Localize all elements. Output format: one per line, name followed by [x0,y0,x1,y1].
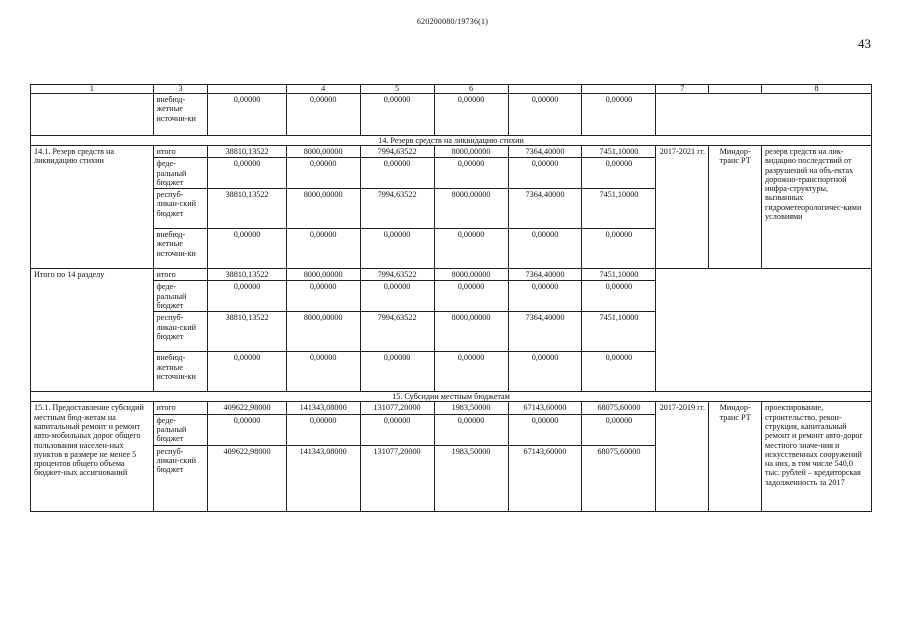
program-table [30,84,872,512]
value-cell: 0,00000 [508,414,582,445]
value-cell: 8000,00000 [286,146,360,158]
value-cell: 0,00000 [286,352,360,392]
value-cell: 67143,60000 [508,445,582,511]
value-cell: 38810,13522 [208,312,286,352]
value-cell: 0,00000 [286,94,360,136]
value-cell: 8000,00000 [434,312,508,352]
header-cell: 7 [656,85,709,94]
section-title: 14. Резерв средств на ликвидацию стихии [31,136,872,146]
value-cell: 0,00000 [582,352,656,392]
purpose-cell: резерв средств на лик-видацию последствий от разрушений на объ-ектах дорожно-транспортной инфра-структуры, вызванных гидрометеорологичес-кими условиями [762,146,872,269]
value-cell: 0,00000 [582,158,656,189]
value-cell: 0,00000 [360,229,434,269]
item-name: 14.1. Резерв средств на ликвидацию стихии [31,146,154,269]
section-header-row [31,136,872,146]
value-cell: 409622,98000 [208,402,286,414]
value-cell: 7994,63522 [360,146,434,158]
value-cell: 8000,00000 [286,312,360,352]
executor-cell: Миндор-транс РТ [709,402,762,511]
value-cell: 7364,40000 [508,146,582,158]
source-cell: феде-ральный бюджет [153,414,208,445]
header-cell [709,85,762,94]
value-cell: 0,00000 [508,281,582,312]
source-cell: респуб-ликан-ский бюджет [153,312,208,352]
value-cell: 0,00000 [360,158,434,189]
value-cell: 0,00000 [208,229,286,269]
table-row [31,402,872,414]
value-cell: 38810,13522 [208,146,286,158]
table-row [31,269,872,281]
value-cell: 0,00000 [434,158,508,189]
table-row [31,94,872,136]
value-cell: 7451,10000 [582,312,656,352]
value-cell: 0,00000 [360,281,434,312]
executor-cell: Миндор-транс РТ [709,146,762,269]
source-cell: внебюд-жетные источни-ки [153,229,208,269]
value-cell: 7451,10000 [582,189,656,229]
item-name: 15.1. Предоставление субсидий местным бюд-жетам на капитальный ремонт и ремонт авто-мобильных дорог общего пользования населен-ных пунктов в размере не менее 5 процентов общего объема бюджет-ных ассигнований [31,402,154,511]
value-cell: 68075,60000 [582,445,656,511]
source-cell: итого [153,146,208,158]
value-cell: 7451,10000 [582,146,656,158]
section-title: 15. Субсидии местным бюджетам [31,392,872,402]
header-cell: 6 [434,85,508,94]
value-cell: 131077,20000 [360,402,434,414]
table-row [31,146,872,158]
value-cell: 0,00000 [434,414,508,445]
value-cell: 7364,40000 [508,189,582,229]
value-cell: 0,00000 [208,352,286,392]
purpose-cell: проектирование, строительство, рекон-струкция, капитальный ремонт и ремонт авто-дорог местного значе-ния и искусственных сооружений на них, в том числе 540,0 тыс. рублей – кредиторская задолженность за 2017 [762,402,872,511]
value-cell: 0,00000 [582,94,656,136]
value-cell: 0,00000 [286,158,360,189]
value-cell: 0,00000 [508,94,582,136]
value-cell: 1983,50000 [434,445,508,511]
value-cell: 0,00000 [434,94,508,136]
document-id: 620200080/19736(1) [416,17,489,26]
value-cell: 7364,40000 [508,269,582,281]
header-cell: 3 [153,85,208,94]
value-cell: 0,00000 [208,414,286,445]
value-cell: 7994,63522 [360,269,434,281]
header-cell: 8 [762,85,872,94]
value-cell: 1983,50000 [434,402,508,414]
value-cell: 7451,10000 [582,269,656,281]
value-cell: 0,00000 [286,414,360,445]
value-cell: 0,00000 [208,158,286,189]
value-cell: 0,00000 [208,94,286,136]
header-cell: 1 [31,85,154,94]
page-number: 43 [858,36,871,51]
source-cell: респуб-ликан-ский бюджет [153,189,208,229]
value-cell: 0,00000 [286,229,360,269]
value-cell: 0,00000 [360,352,434,392]
value-cell: 0,00000 [582,229,656,269]
source-cell: итого [153,402,208,414]
empty-cell [656,94,872,136]
source-cell: респуб-ликан-ский бюджет [153,445,208,511]
total-name: Итого по 14 разделу [31,269,154,392]
source-cell: феде-ральный бюджет [153,281,208,312]
value-cell: 0,00000 [286,281,360,312]
value-cell: 7994,63522 [360,189,434,229]
value-cell: 7994,63522 [360,312,434,352]
source-cell: итого [153,269,208,281]
value-cell: 0,00000 [508,229,582,269]
value-cell: 7364,40000 [508,312,582,352]
value-cell: 38810,13522 [208,269,286,281]
header-cell: 4 [286,85,360,94]
value-cell: 409622,98000 [208,445,286,511]
header-cell: 5 [360,85,434,94]
value-cell: 0,00000 [434,352,508,392]
value-cell: 8000,00000 [434,189,508,229]
section-header-row [31,392,872,402]
value-cell: 0,00000 [582,414,656,445]
header-row [31,85,872,94]
value-cell: 0,00000 [508,352,582,392]
value-cell: 0,00000 [508,158,582,189]
value-cell: 0,00000 [434,281,508,312]
source-cell: внебюд-жетные источни-ки [153,352,208,392]
value-cell: 68075,60000 [582,402,656,414]
source-cell: внебюд-жетные источни-ки [153,94,208,136]
value-cell: 67143,60000 [508,402,582,414]
value-cell: 131077,20000 [360,445,434,511]
value-cell: 141343,08000 [286,445,360,511]
value-cell: 8000,00000 [434,269,508,281]
period-cell: 2017-2019 гг. [656,402,709,511]
period-cell: 2017-2021 гг. [656,146,709,269]
value-cell: 38810,13522 [208,189,286,229]
value-cell: 0,00000 [360,414,434,445]
header-cell [208,85,286,94]
value-cell: 0,00000 [434,229,508,269]
header-cell [582,85,656,94]
value-cell: 8000,00000 [286,269,360,281]
value-cell: 0,00000 [582,281,656,312]
name-cell [31,94,154,136]
value-cell: 141343,08000 [286,402,360,414]
empty-cell [656,269,872,392]
value-cell: 8000,00000 [286,189,360,229]
value-cell: 0,00000 [360,94,434,136]
value-cell: 8000,00000 [434,146,508,158]
header-cell [508,85,582,94]
value-cell: 0,00000 [208,281,286,312]
source-cell: феде-ральный бюджет [153,158,208,189]
